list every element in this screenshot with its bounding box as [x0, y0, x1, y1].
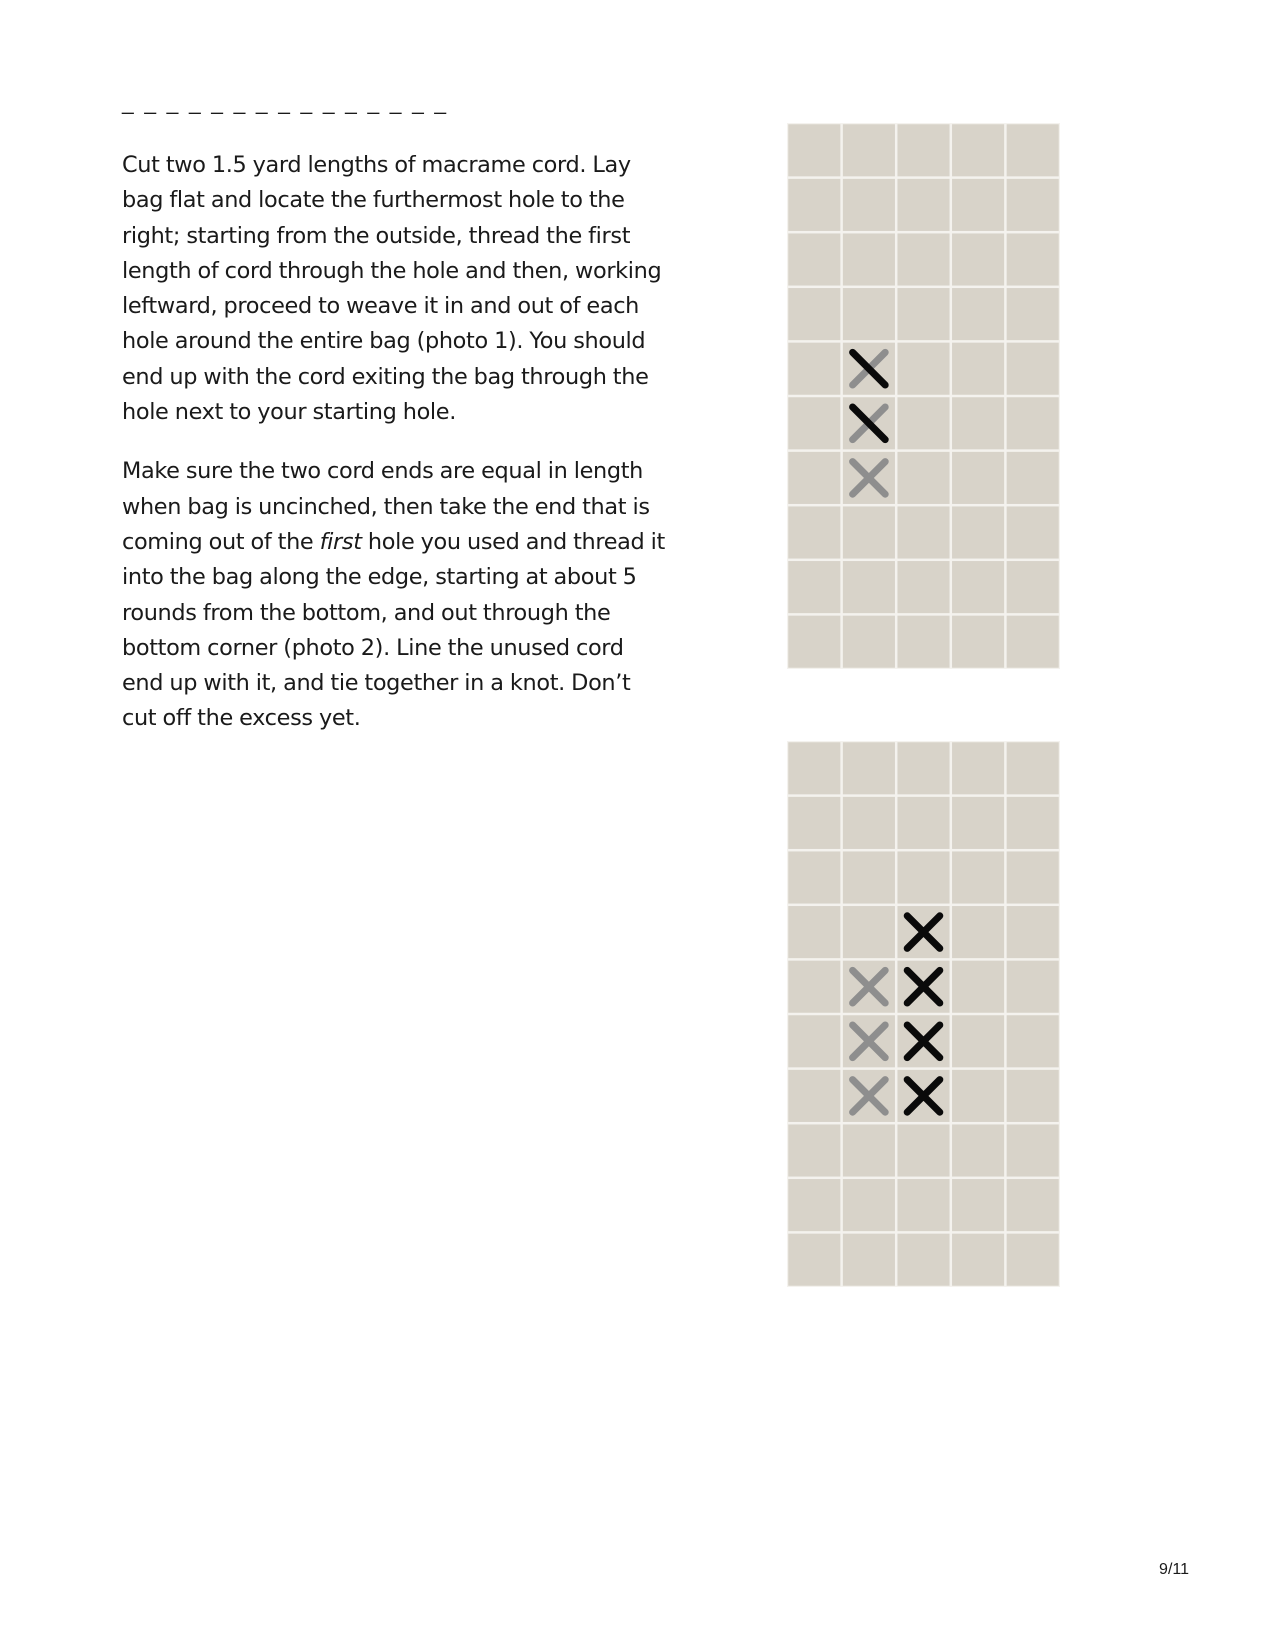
grid-cell	[788, 1015, 840, 1067]
grid-cell	[1007, 851, 1059, 903]
grid-cell	[843, 1179, 895, 1231]
page-number: 9/11	[1159, 1561, 1189, 1578]
grid-cell	[788, 233, 840, 285]
stitch-diagram-photo-2	[787, 741, 1060, 1287]
grid-cell	[1007, 1015, 1059, 1067]
grid-cell	[952, 506, 1004, 558]
grid-cell	[1007, 124, 1059, 176]
grid-cell	[897, 288, 949, 340]
grid-cell	[788, 906, 840, 958]
grid-cell	[843, 233, 895, 285]
grid-cell	[843, 561, 895, 613]
stitch-grid-2	[787, 741, 1060, 1287]
grid-cell	[952, 561, 1004, 613]
grid-cell	[897, 1234, 949, 1286]
grid-cell	[952, 906, 1004, 958]
grid-cell	[897, 179, 949, 231]
grid-cell	[788, 506, 840, 558]
paragraph-1: Cut two 1.5 yard lengths of macrame cord. Lay bag flat and locate the furthermost hole to the right; starting from the outside, thread the first length of cord through the hole and then, working leftward, proceed to weave it in and out of each hole around the entire bag (photo 1). You should end up with the cord exiting the bag through the hole next to your starting hole.	[122, 152, 662, 426]
grid-cell	[897, 124, 949, 176]
grid-cell	[897, 851, 949, 903]
grid-cell	[952, 179, 1004, 231]
paragraph-2-start: Make sure the two cord ends are equal in length when bag is uncinched, then take the end that is coming out of the	[122, 458, 650, 555]
grid-cell	[952, 961, 1004, 1013]
grid-cell	[788, 343, 840, 395]
stitch-diagram-photo-1	[787, 123, 1060, 669]
grid-cell	[1007, 1070, 1059, 1122]
grid-cell	[1007, 233, 1059, 285]
grid-cell	[952, 742, 1004, 794]
grid-cell	[788, 616, 840, 668]
grid-cell	[788, 288, 840, 340]
grid-cell	[897, 1124, 949, 1176]
grid-cell	[1007, 1234, 1059, 1286]
grid-cell	[843, 506, 895, 558]
instructions-text	[122, 148, 667, 761]
grid-cell	[788, 1234, 840, 1286]
grid-cell	[952, 1179, 1004, 1231]
grid-cell	[1007, 288, 1059, 340]
grid-cell	[788, 961, 840, 1013]
grid-cell	[952, 851, 1004, 903]
grid-cell	[788, 1124, 840, 1176]
grid-cell	[788, 851, 840, 903]
grid-cell	[843, 288, 895, 340]
grid-cell	[843, 851, 895, 903]
stitch-grid-1	[787, 123, 1060, 669]
grid-cell	[843, 906, 895, 958]
grid-cell	[1007, 397, 1059, 449]
separator-line: _ _ _ _ _ _ _ _ _ _ _ _ _ _ _	[122, 92, 449, 115]
grid-cell	[897, 233, 949, 285]
grid-cell	[897, 343, 949, 395]
grid-cell	[952, 288, 1004, 340]
grid-cell	[952, 616, 1004, 668]
grid-cell	[1007, 179, 1059, 231]
paragraph-2-end: hole you used and thread it into the bag along the edge, starting at about 5 rounds from the bottom, and out through the bottom corner (photo 2). Line the unused cord end up with it, and tie together in a knot. Don’t cut off the excess yet.	[122, 528, 665, 732]
grid-cell	[897, 506, 949, 558]
grid-cell	[788, 1070, 840, 1122]
grid-cell	[897, 616, 949, 668]
grid-cell	[843, 797, 895, 849]
grid-cell	[1007, 742, 1059, 794]
grid-cell	[788, 179, 840, 231]
grid-cell	[897, 397, 949, 449]
grid-cell	[1007, 616, 1059, 668]
grid-cell	[1007, 906, 1059, 958]
grid-cell	[952, 233, 1004, 285]
grid-cell	[843, 616, 895, 668]
grid-cell	[952, 452, 1004, 504]
grid-cell	[897, 1179, 949, 1231]
grid-cell	[952, 1015, 1004, 1067]
grid-cell	[1007, 961, 1059, 1013]
grid-cell	[1007, 506, 1059, 558]
grid-cell	[897, 742, 949, 794]
grid-cell	[843, 1124, 895, 1176]
grid-cell	[843, 124, 895, 176]
grid-cell	[788, 797, 840, 849]
grid-cell	[788, 1179, 840, 1231]
grid-cell	[897, 452, 949, 504]
grid-cell	[788, 397, 840, 449]
grid-cell	[1007, 561, 1059, 613]
grid-cell	[1007, 797, 1059, 849]
grid-cell	[788, 742, 840, 794]
grid-cell	[952, 124, 1004, 176]
paragraph-2	[122, 454, 667, 736]
grid-cell	[788, 561, 840, 613]
grid-cell	[843, 179, 895, 231]
grid-cell	[952, 1124, 1004, 1176]
grid-cell	[1007, 343, 1059, 395]
grid-cell	[952, 1070, 1004, 1122]
grid-cell	[843, 1234, 895, 1286]
grid-cell	[952, 1234, 1004, 1286]
grid-cell	[952, 343, 1004, 395]
grid-cell	[897, 561, 949, 613]
grid-cell	[897, 797, 949, 849]
grid-cell	[952, 797, 1004, 849]
grid-cell	[788, 124, 840, 176]
grid-cell	[1007, 1179, 1059, 1231]
grid-cell	[1007, 452, 1059, 504]
grid-cell	[843, 742, 895, 794]
paragraph-2-emphasis: first	[319, 528, 362, 555]
grid-cell	[952, 397, 1004, 449]
grid-cell	[788, 452, 840, 504]
grid-cell	[1007, 1124, 1059, 1176]
